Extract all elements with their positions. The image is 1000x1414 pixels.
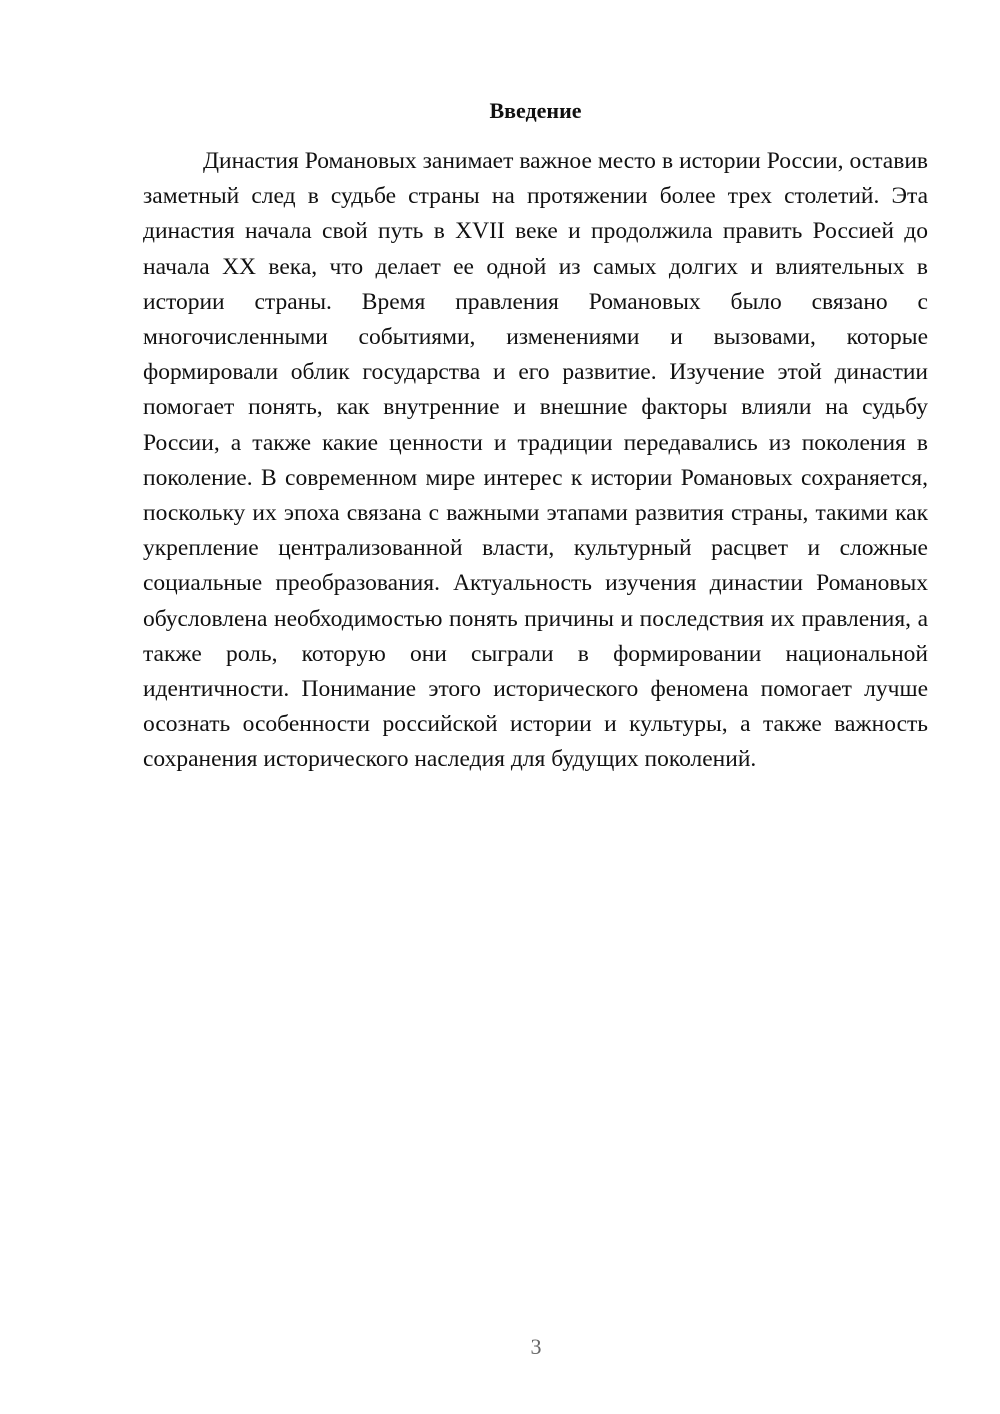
page-number: 3 bbox=[530, 1334, 542, 1359]
body-paragraph: Династия Романовых занимает важное место в истории России, оставив заметный след в судьбе страны на протяжении более трех столетий. Эта династия начала свой путь в XVII веке и продолжила править Россией до начала XX века, что делает ее одной из самых долгих и влиятельных в истории страны. Время правления Романовых было связано с многочисленными событиями, изменениями и вызовами, которые формировали облик государства и его развитие. Изучение этой династии помогает понять, как внутренние и внешние факторы влияли на судьбу России, а также какие ценности и традиции передавались из поколения в поколение. В современном мире интерес к истории Романовых сохраняется, поскольку их эпоха связана с важными этапами развития страны, такими как укрепление централизованной власти, культурный расцвет и сложные социальные преобразования. Актуальность изучения династии Романовых обусловлена необходимостью понять причины и последствия их правления, а также роль, которую они сыграли в формировании национальной идентичности. Понимание этого исторического феномена помогает лучше осознать особенности российской истории и культуры, а также важность сохранения исторического наследия для будущих поколений. bbox=[143, 148, 928, 773]
section-heading: Введение bbox=[489, 98, 582, 123]
